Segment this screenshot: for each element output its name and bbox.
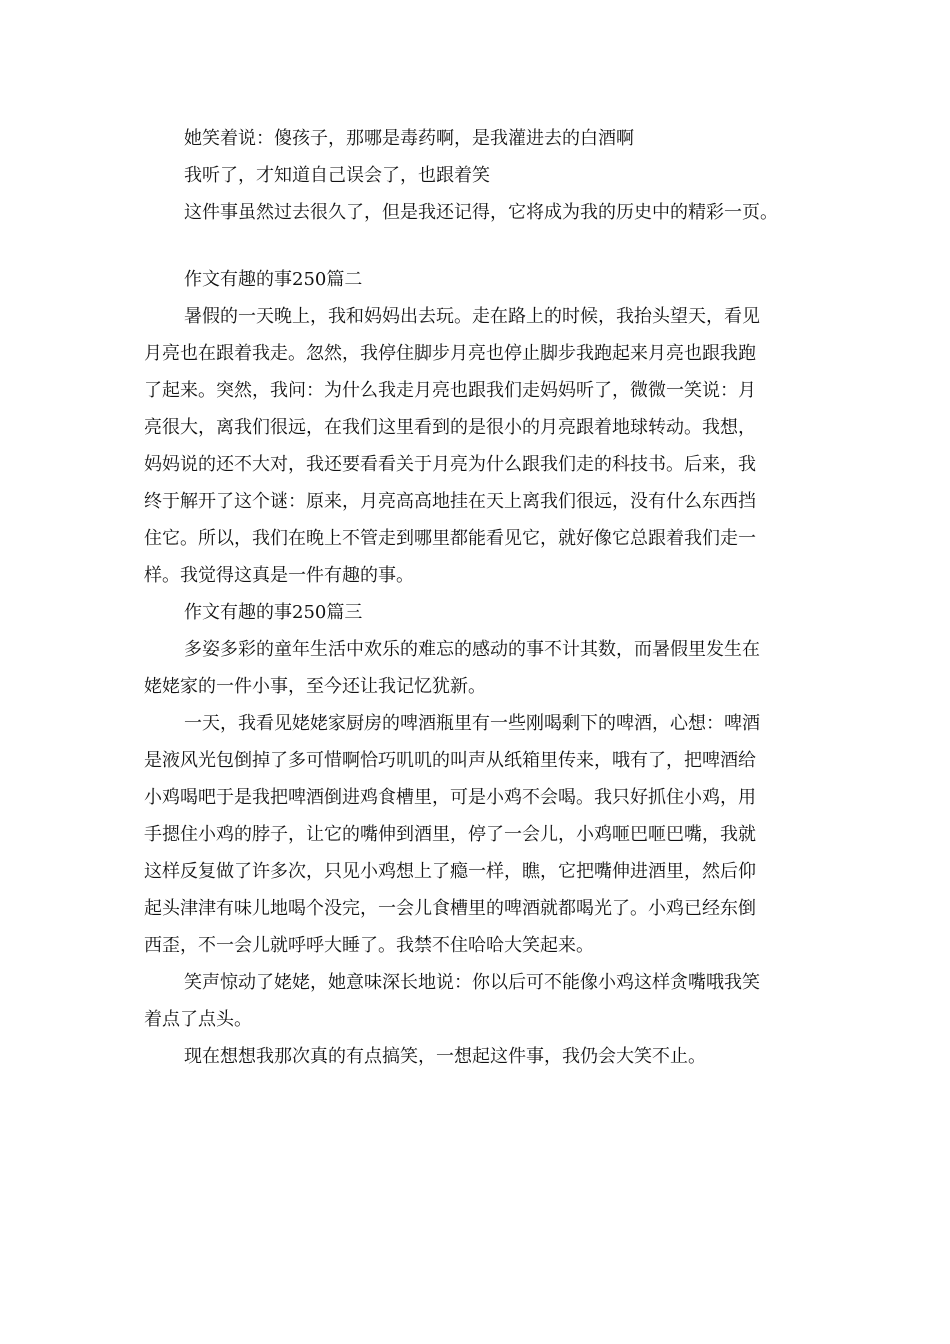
text-line: 一天，我看见姥姥家厨房的啤酒瓶里有一些刚喝剩下的啤酒，心想：啤酒 xyxy=(184,713,760,734)
text-line: 样。我觉得这真是一件有趣的事。 xyxy=(144,565,414,586)
text-line: 暑假的一天晚上，我和妈妈出去玩。走在路上的时候，我抬头望天，看见 xyxy=(184,306,760,327)
text-line: 这样反复做了许多次，只见小鸡想上了瘾一样，瞧，它把嘴伸进酒里，然后仰 xyxy=(144,861,756,882)
section-title-3: 作文有趣的事250篇三 xyxy=(184,602,363,623)
text-line: 多姿多彩的童年生活中欢乐的难忘的感动的事不计其数，而暑假里发生在 xyxy=(184,639,760,660)
text-line: 住它。所以，我们在晚上不管走到哪里都能看见它，就好像它总跟着我们走一 xyxy=(144,528,756,549)
section-title-2: 作文有趣的事250篇二 xyxy=(184,269,363,290)
text-line: 现在想想我那次真的有点搞笑，一想起这件事，我仍会大笑不止。 xyxy=(184,1046,706,1067)
section-gap xyxy=(144,231,824,261)
paragraph-section-3-1 xyxy=(144,631,824,705)
text-line: 妈妈说的还不大对，我还要看看关于月亮为什么跟我们走的科技书。后来，我 xyxy=(144,454,756,475)
text-line: 是液风光包倒掉了多可惜啊恰巧叽叽的叫声从纸箱里传来，哦有了，把啤酒给 xyxy=(144,750,756,771)
paragraph-section-2 xyxy=(144,298,824,594)
text-line: 西歪，不一会儿就呼呼大睡了。我禁不住哈哈大笑起来。 xyxy=(144,935,594,956)
paragraph-section-3-3 xyxy=(144,964,824,1038)
text-line: 着点了点头。 xyxy=(144,1009,252,1030)
paragraph-section-3-2 xyxy=(144,705,824,964)
text-line: 笑声惊动了姥姥，她意味深长地说：你以后可不能像小鸡这样贪嘴哦我笑 xyxy=(184,972,760,993)
text-line: 亮很大，离我们很远，在我们这里看到的是很小的月亮跟着地球转动。我想， xyxy=(144,417,756,438)
text-line: 月亮也在跟着我走。忽然，我停住脚步月亮也停止脚步我跑起来月亮也跟我跑 xyxy=(144,343,756,364)
text-line: 终于解开了这个谜：原来，月亮高高地挂在天上离我们很远，没有什么东西挡 xyxy=(144,491,756,512)
document-body xyxy=(144,120,824,1075)
paragraph-section-3-4 xyxy=(144,1038,824,1075)
text-line: 这件事虽然过去很久了，但是我还记得，它将成为我的历史中的精彩一页。 xyxy=(184,202,778,223)
text-line: 小鸡喝吧于是我把啤酒倒进鸡食槽里，可是小鸡不会喝。我只好抓住小鸡，用 xyxy=(144,787,756,808)
text-line: 手摁住小鸡的脖子，让它的嘴伸到酒里，停了一会儿，小鸡咂巴咂巴嘴，我就 xyxy=(144,824,756,845)
paragraph-ending-1 xyxy=(144,120,824,231)
text-line: 她笑着说：傻孩子，那哪是毒药啊，是我灌进去的白酒啊 xyxy=(184,128,634,149)
text-line: 起头津津有味儿地喝个没完，一会儿食槽里的啤酒就都喝光了。小鸡已经东倒 xyxy=(144,898,756,919)
text-line: 姥姥家的一件小事，至今还让我记忆犹新。 xyxy=(144,676,486,697)
text-line: 我听了，才知道自己误会了，也跟着笑 xyxy=(184,165,490,186)
text-line: 了起来。突然，我问：为什么我走月亮也跟我们走妈妈听了，微微一笑说：月 xyxy=(144,380,756,401)
